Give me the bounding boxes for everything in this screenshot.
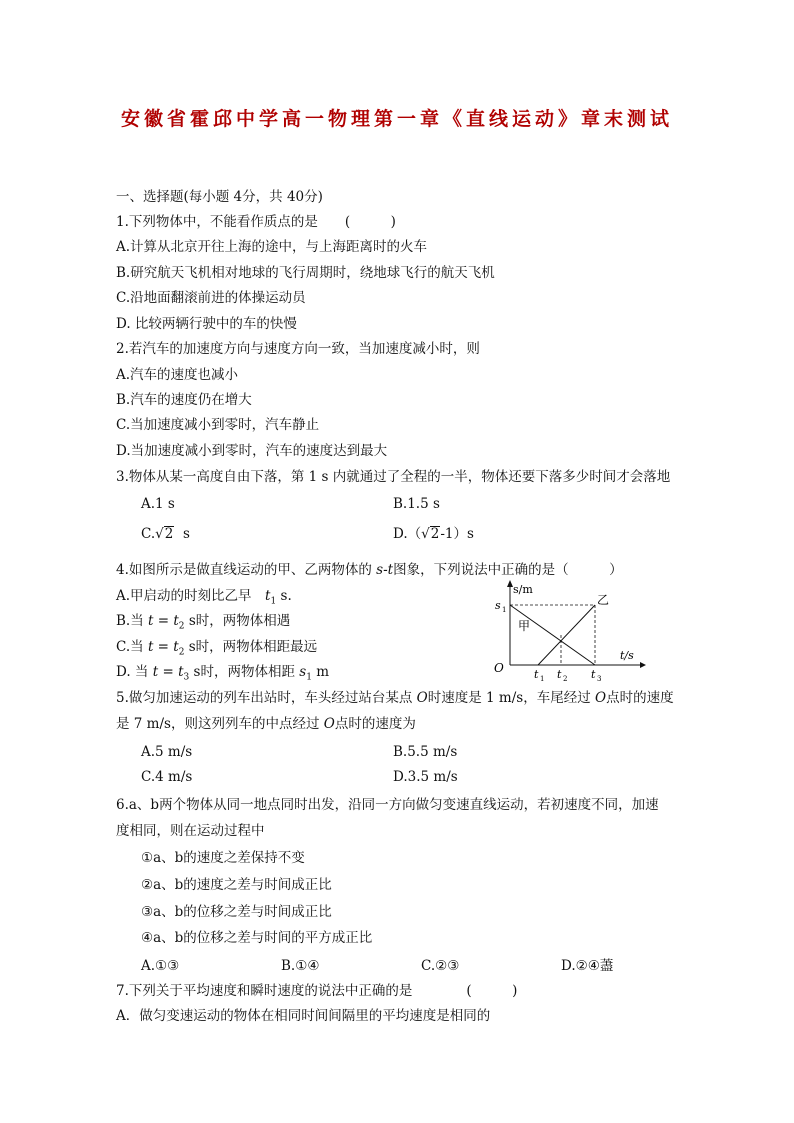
q7-option-a: A．做匀变速运动的物体在相同时间间隔里的平均速度是相同的 (116, 1008, 491, 1024)
q5-l1-a: 5.做匀加速运动的列车出站时，车头经过站台某点 (116, 690, 417, 706)
t1-label: t (534, 668, 539, 681)
q3-c-radicand: 2 (164, 526, 174, 542)
q2-option-c: C.当加速度减小到零时，汽车静止 (116, 417, 320, 433)
q3-option-a: A.1 s (141, 496, 175, 512)
q4-b-var2: t (173, 613, 179, 629)
s1-label: s (495, 599, 501, 612)
q4-a-sub: 1 (270, 596, 277, 607)
q2-option-d: D.当加速度减小到零时，汽车的速度达到最大 (116, 443, 388, 459)
x-axis-arrow-icon (640, 662, 646, 668)
q5-l1-o: O (416, 690, 428, 706)
q6-statement-1: ①a、b的速度之差保持不变 (141, 850, 305, 866)
q6-statement-2: ②a、b的速度之差与时间成正比 (141, 877, 332, 893)
q4-d-var3: s (299, 664, 307, 680)
radical-sign: √ (155, 526, 164, 542)
q6-line-1: 6.a、b两个物体从同一地点同时出发，沿同一方向做匀变速直线运动，若初速度不同，加速 (116, 797, 659, 813)
q5-line-1 (116, 689, 674, 707)
q4-a-text: A.甲启动的时刻比乙早 (116, 588, 266, 604)
x-axis-label: t/s (620, 649, 634, 662)
q4-option-a (116, 587, 292, 611)
t2-sub: 2 (563, 675, 568, 683)
q6-statement-4: ④a、b的位移之差与时间的平方成正比 (141, 930, 373, 946)
q4-option-d (116, 663, 329, 687)
q1-option-b: B.研究航天飞机相对地球的飞行周期时，绕地球飞行的航天飞机 (116, 265, 495, 281)
q5-option-b: B.5.5 m/s (393, 744, 458, 760)
q5-l1-b: 时速度是 1 m/s，车尾经过 (427, 690, 595, 706)
q4-b-tail: s时，两物体相遇 (184, 613, 291, 629)
q4-d-mid: s时，两物体相距 (189, 664, 300, 680)
q3-d-suffix: -1）s (440, 526, 474, 542)
q5-option-a: A.5 m/s (141, 744, 193, 760)
jia-label: 甲 (518, 619, 531, 633)
s1-sub: 1 (502, 606, 507, 614)
q5-option-c: C.4 m/s (141, 769, 193, 785)
q6-statement-3: ③a、b的位移之差与时间成正比 (141, 904, 332, 920)
q3-option-b: B.1.5 s (393, 496, 440, 512)
q4-stem-a: 4.如图所示是做直线运动的甲、乙两物体的 (116, 562, 377, 578)
q2-option-a: A.汽车的速度也减小 (116, 367, 239, 383)
q4-b-sub: 2 (178, 621, 185, 632)
q1-option-c: C.沿地面翻滚前进的体操运动员 (116, 290, 306, 306)
q4-d-sub: 3 (183, 672, 190, 683)
q4-d-tail: m (311, 664, 330, 680)
q4-a-tail: s. (276, 588, 292, 604)
q4-b-text: B.当 (116, 613, 149, 629)
q4-option-b (116, 612, 290, 636)
q6-option-a: A.①③ (141, 958, 180, 974)
q5-l1-o2: O (595, 690, 607, 706)
q4-b-var: t (148, 613, 154, 629)
origin-label: O (494, 661, 504, 675)
q3-d-prefix: D.（ (393, 526, 422, 542)
q4-c-tail: s时，两物体相距最远 (184, 639, 318, 655)
q1-option-a: A.计算从北京开往上海的途中，与上海距离时的火车 (116, 239, 428, 255)
q4-stem-var: s-t (376, 562, 394, 578)
q3-option-c (141, 525, 190, 543)
t3-sub: 3 (597, 675, 602, 683)
q5-option-d: D.3.5 m/s (393, 769, 458, 785)
q4-b-eq: = (153, 613, 174, 629)
q2-option-b: B.汽车的速度仍在增大 (116, 392, 252, 408)
section-heading: 一、选择题(每小题 4分，共 40分) (116, 189, 323, 205)
yi-line (538, 605, 595, 665)
q4-d-text: D. 当 (116, 664, 153, 680)
q6-option-b: B.①④ (281, 958, 320, 974)
st-graph-figure (490, 575, 650, 685)
q7-stem: 7.下列关于平均速度和瞬时速度的说法中正确的是 ( ) (116, 983, 518, 999)
q4-c-var2: t (173, 639, 179, 655)
q4-stem-b: 图象，下列说法中正确的是（ ） (393, 562, 623, 578)
q1-stem: 1.下列物体中，不能看作质点的是 ( ) (116, 214, 396, 230)
q3-d-radicand: 2 (430, 526, 440, 542)
q1-option-d: D. 比较两辆行驶中的车的快慢 (116, 316, 297, 332)
t3-label: t (591, 668, 596, 681)
q4-c-text: C.当 (116, 639, 148, 655)
yi-label: 乙 (597, 593, 610, 607)
q6-option-d: D.②④藎 (561, 958, 614, 974)
q4-a-var: t (265, 588, 271, 604)
q4-option-c (116, 638, 317, 662)
q3-c-suffix: s (182, 526, 190, 542)
q3-c-prefix: C. (141, 526, 156, 542)
q6-line-2: 度相同，则在运动过程中 (116, 823, 265, 839)
q4-c-eq: = (153, 639, 174, 655)
q4-d-var2: t (178, 664, 184, 680)
t1-sub: 1 (540, 675, 545, 683)
q4-d-sub2: 1 (306, 672, 312, 683)
q4-c-var: t (147, 639, 154, 655)
q3-stem: 3.物体从某一高度自由下落，第 1 s 内就通过了全程的一半，物体还要下落多少时间才会落地 (116, 469, 671, 485)
q5-line-2 (116, 715, 416, 733)
page-title: 安徽省霍邱中学高一物理第一章《直线运动》章末测试 (120, 108, 673, 130)
q6-option-c: C.②③ (421, 958, 460, 974)
radical-sign: √ (421, 526, 430, 542)
q4-d-var: t (152, 664, 159, 680)
q3-option-d (393, 525, 474, 543)
t2-label: t (557, 668, 562, 681)
q5-l1-c: 点时的速度 (606, 690, 674, 706)
q5-l2-o: O (323, 716, 335, 732)
jia-line (510, 605, 595, 665)
q4-c-sub: 2 (178, 647, 185, 658)
q5-l2-b: 点时的速度为 (334, 716, 416, 732)
q5-l2-a: 是 7 m/s，则这列列车的中点经过 (116, 716, 324, 732)
y-axis-label: s/m (513, 583, 533, 596)
q2-stem: 2.若汽车的加速度方向与速度方向一致，当加速度减小时，则 (116, 341, 480, 357)
q4-d-eq: = (158, 664, 179, 680)
